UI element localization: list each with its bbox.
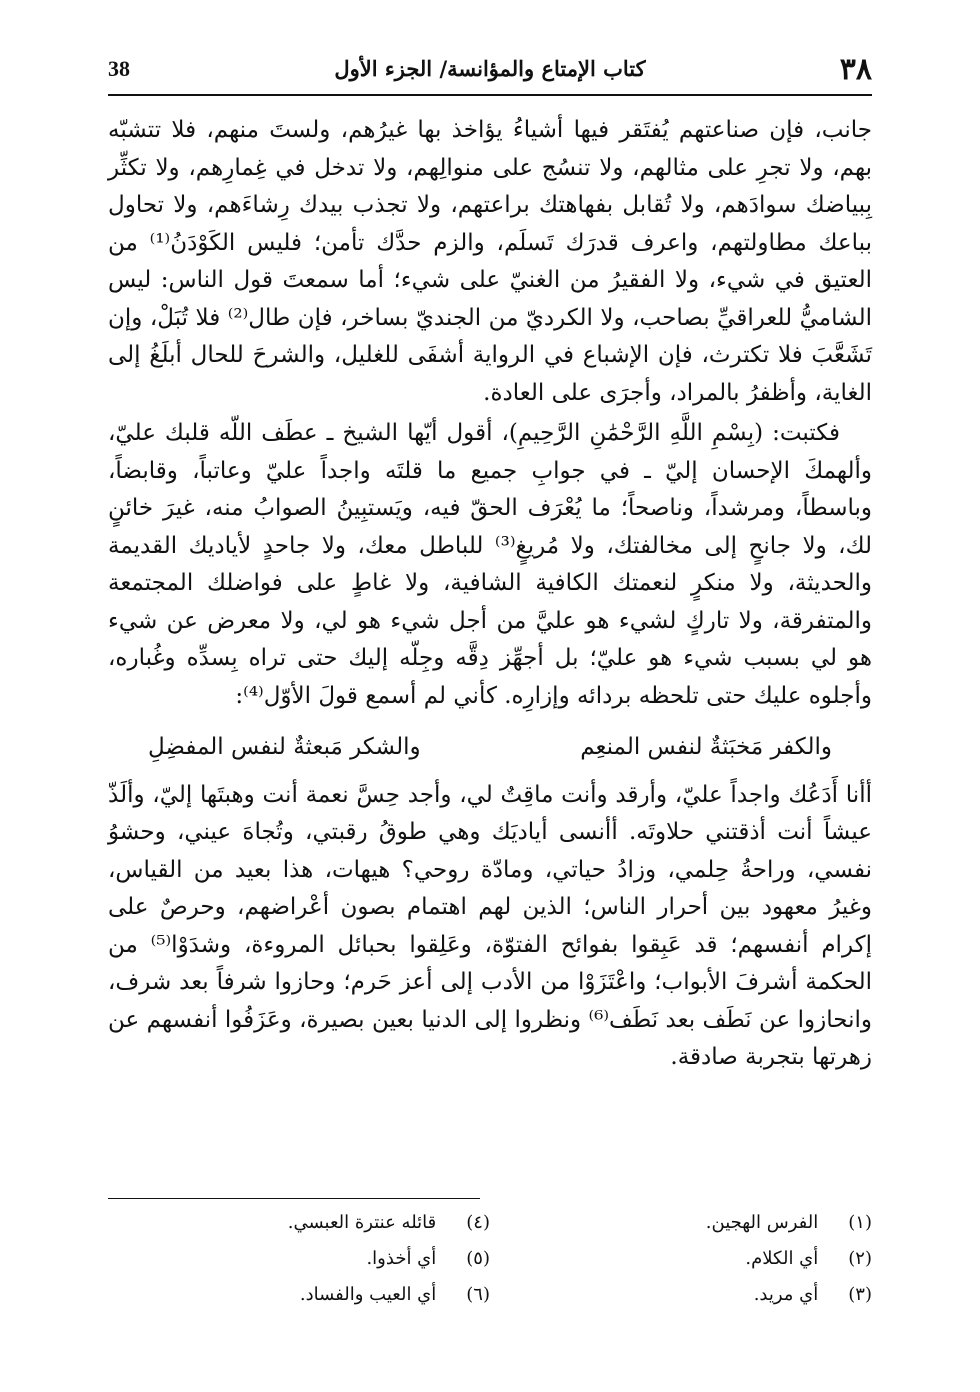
footnote-text: أي مريد. <box>753 1284 819 1305</box>
footnote-number: (٢) <box>848 1248 872 1269</box>
footnote-text: أي أخذوا. <box>366 1248 437 1269</box>
footnote <box>108 1248 490 1284</box>
verse-hemistich-first: والكفر مَخبَثةٌ لنفس المنعِم <box>580 734 832 760</box>
footnote-number: (٦) <box>466 1284 490 1305</box>
footnote-separator <box>108 1198 480 1199</box>
footnote <box>490 1248 872 1284</box>
poetry-verse <box>108 729 872 767</box>
paragraph: أأنا أَدَعُك واجداً عليّ، وأرقد وأنت ماقِتٌ لي، وأجد حِسَّ نعمة أنت وهبتَها إليّ، وألَذّ عيشاً أنت أذقتني حلاوتَه. أأنسى أياديَك وهي طوقُ رقبتي، وتُجاهَ عيني، وحشوُ نفسي، وراحةُ حِلمي، وزادُ حياتي، ومادّة روحي؟ هيهات، هذا بعيد من القياس، وغيرُ معهود بين أحرار الناس؛ الذين لهم اهتمام بصون أعْراضهم، وحرصٌ على إكرام أنفسهم؛ قد عَبِقوا بفوائح الفتوّة، وعَلِقوا بحبائل المروءة، وشدَوْا⁽⁵⁾ من الحكمة أشرفَ الأبواب؛ واعْتَزَوْا من الأدب إلى أعز حَرم؛ وحازوا شرفاً بعد شرف، وانحازوا عن نَطَف بعد نَطَف⁽⁶⁾ ونظروا إلى الدنيا بعين بصيرة، وعَزَفُوا أنفسهم عن زهرتها بتجربة صادقة. <box>108 781 872 1070</box>
page-number-latin: 38 <box>108 56 130 81</box>
footnote-row <box>108 1212 872 1248</box>
footnote-text: أي العيب والفساد. <box>299 1284 437 1305</box>
footnote-text: الفرس الهجين. <box>705 1212 819 1233</box>
page-header <box>108 50 872 94</box>
paragraph: فكتبت: (بِسْمِ اللَّهِ الرَّحْمَٰنِ الرَّحِيمِ)، أقول أيّها الشيخ ـ عطَف اللّه قلبك عليّ، وألهمكَ الإحسان إليّ ـ في جوابِ جميع ما قلتَه واجداً عليّ وعاتباً، وقابضاً، وباسطاً، ومرشداً، وناصحاً؛ ما يُعْرَف الحقّ فيه، ويَستبِينُ الصوابُ منه، غيرَ خائنٍ لك، ولا جانحٍ إلى مخالفتك، ولا مُريغٍ⁽³⁾ للباطل معك، ولا جاحدٍ لأياديك القديمة والحديثة، ولا منكرٍ لنعمتك الكافية الشافية، ولا غاطٍ على فواضلك المجتمعة والمتفرقة، ولا تاركٍ لشيء هو عليَّ من أجل شيء هو لي، ولا معرض عن شيء هو لي بسبب شيء هو عليّ؛ بل أجهِّز دِقَّه وجِلّه إليك حتى تراه بِسدِّه وغُباره، وأجلوه عليك حتى تلحظه بردائه وإزارِه. كأني لم أسمع قولَ الأوّل⁽⁴⁾: <box>108 420 872 709</box>
footnotes <box>108 1212 872 1320</box>
running-title: كتاب الإمتاع والمؤانسة/ الجزء الأول <box>334 56 646 81</box>
header-rule <box>108 94 872 96</box>
footnote <box>108 1284 490 1320</box>
footnote-number: (٣) <box>848 1284 872 1305</box>
verse-hemistich-second: والشكر مَبعثةٌ لنفس المفضِلِ <box>148 734 421 760</box>
footnote-number: (١) <box>848 1212 872 1233</box>
footnote-number: (٥) <box>466 1248 490 1269</box>
footnote-row <box>108 1284 872 1320</box>
paragraph: جانب، فإن صناعتهم يُفتَقر فيها أشياءُ يؤاخذ بها غيرُهم، ولستَ منهم، فلا تتشبّه بهم، ولا تجرِ على مثالهم، ولا تنسُج على منوالِهم، ولا تدخل في غِمارِهم، ولا تكثِّر بِبياضك سوادَهم، ولا تُقابل بفهاهتك براعتهم، ولا تجذب بيدك رِشاءَهم، ولا تحاول بباعك مطاولتهم، واعرف قدرَك تَسلَم، والزم حدَّك تأمن؛ فليس الكَوْدَنُ⁽¹⁾ من العتيق في شيء، ولا الفقيرُ من الغنيّ على شيء؛ أما سمعتَ قول الناس: ليس الشاميُّ للعراقيِّ بصاحب، ولا الكرديّ من الجنديّ بساخر، فإن طال⁽²⁾ فلا تُبَلْ، وإن تَشَعَّبَ فلا تكترث، فإن الإشباع في الرواية أشفَى للغليل، والشرحَ للحال أبلَغُ إلى الغاية، وأظفرُ بالمراد، وأجرَى على العادة. <box>108 117 873 406</box>
footnote <box>490 1284 872 1320</box>
footnote-text: قائله عنترة العبسي. <box>287 1212 437 1233</box>
main-text <box>108 112 872 1077</box>
footnote-number: (٤) <box>466 1212 490 1233</box>
footnote-row <box>108 1248 872 1284</box>
page-number-arabic: ٣٨ <box>839 52 872 87</box>
footnote <box>490 1212 872 1248</box>
footnote-text: أي الكلام. <box>745 1248 819 1269</box>
footnote <box>108 1212 490 1248</box>
